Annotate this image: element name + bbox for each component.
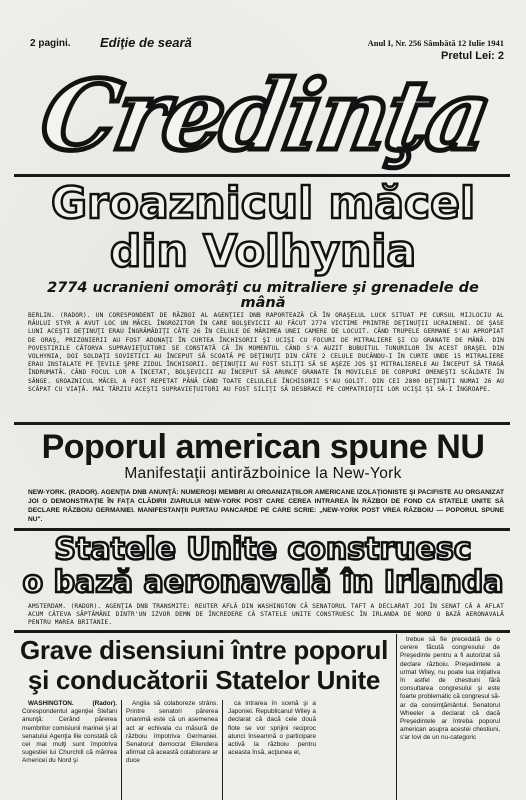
section-divider-3 [14,630,510,633]
lead-subhead: 2774 ucranieni omorâţi cu mitraliere şi grenadele de mână [47,280,479,311]
dissent-headline-line2: şi conducătorii Statelor Unite [27,665,381,695]
column-rule-right [396,634,397,800]
dissent-column-4 [400,636,500,744]
america-headline: Poporul american spune NU [41,428,485,466]
dissent-column-2-text: Anglia să colaboreze strâns. Printre senatori părerea unanimă este că un asemenea act ar echivala cu măsură de războiu împotriva Germaniei. Senatorul democrat Ellendera afirmat că această colaborare ar duce [126,700,218,765]
dissent-column-3 [228,700,316,758]
america-article-body: NEW-YORK. (RADOR). AGENŢIA DNB ANUNŢĂ: NUMEROŞI MEMBRI AI ORGANIZAŢIILOR AMERICANE IZOLAŢIONISTE ŞI PACIFISTE AU ORGANIZAT JOI O DEMONSTRAŢIE ÎN FAŢA CLĂDIRII ZIARULUI NEW-YORK POST CARE CEREA INTRAREA ÎN RĂZBOI DE FOND CA STATELE UNITE SĂ DECLARE RĂZBOIU GERMANIEI. MANIFESTANŢII PURTAU PANCARDE PE CARE SCRIE: „NEW-YORK POST VREA RĂZBOIU — POPORUL SPUNE NU". [28,489,504,523]
lead-headline-line2: din Volhynia [109,226,417,277]
price-label: Pretul Lei: 2 [441,50,504,62]
ireland-headline-line2: o bază aeronavală în Irlanda [22,565,504,600]
dissent-column-2 [126,700,218,767]
ireland-headline-line1: Statele Unite construesc [54,532,472,567]
america-subhead: Manifestaţii antirăzboinice la New-York [124,465,402,482]
issue-info: Anul I, Nr. 256 Sâmbătă 12 Iulie 1941 [367,38,504,48]
dissent-column-1-text: Corespondentul agenţiei Stefani anunţă: Cerând părerea membrilor comisiunii marinei şi al senatului Agenţia Ilie constată că cei mai mulţi sunt împotriva sugestiei lui Churchill că mărirea Americei du Nord şi [22,708,117,765]
ireland-article-body: AMSTERDAM. (RADOR). AGENŢIA DNB TRANSMITE: REUTER AFLĂ DIN WASHINGTON CĂ SENATORUL TAFT A DECLARAT JOI ÎN SENAT CĂ A AFLAT ACUM CÂTEVA SĂPTĂMÂNI DINTR'UN IZVOR DEMN DE ÎNCREDERE CĂ STATELE UNITE CONSTRUESC ÎN IRLANDA DE NORD O BAZĂ AERONAVALĂ PENTRU MAREA BRITANIE. [28,603,504,627]
lead-article-body [28,312,504,394]
column-rule-1 [121,700,122,800]
edition-label: Ediţie de seară [100,35,192,50]
lead-headline-line1: Groaznicul măcel [50,178,476,229]
page-count: 2 pagini. [30,38,71,49]
column-rule-2 [222,700,223,800]
dissent-headline [18,635,390,695]
top-info-bar [30,35,504,62]
masthead-divider [14,174,510,177]
lead-article-text: BERLIN. (RADOR). UN CORESPONDENT DE RĂZBOI AL AGENŢIEI DNB RAPORTEAZĂ CĂ ÎN ORAŞELUL LUCK SITUAT PE CURSUL MIJLOCIU AL RÂULUI STYR A AVUT LOC UN MĂCEL ÎNGROZITOR ÎN CARE BOLŞEVICII AU FĂCUT 2774 VICTIME PRINTRE DEŢINUŢII UCRAINENI. DE ŞASE LUNI ACEŞTI DEŢINUŢI ERAU ÎNGRĂMĂDIŢI CÂTE 26 ÎN CELULE DE MĂRIMEA UNEI CAMERE DE LOCUIT. CÂND TRUPELE GERMANE S'AU APROPIAT DE ORAŞ, PRIZONIERII AU FOST ADUNAŢI ÎN CURTEA ÎNCHISORII ŞI UCIŞI CU FOCURI DE MITRALIERE ŞI CU GRANATE DE MÂNĂ. DIN POVESTIRILE CÂTORVA SUPRAVIEŢUITORI SE CONSTATĂ CĂ ÎN MOMENTUL CÂND S'A AUZIT BUBUITUL TUNURILOR ÎN ACEST ORAŞEL DIN VOLHYNIA, DOI SOLDAŢI SOVIETICI AU ÎNCEPUT SĂ SCOATĂ PE DEŢINUŢI DIN CÂTE 2 CELULE DUCÂNDU-I ÎN CURTE UNDE 15 MITRALIERE ERAU INSTALATE PE ŢEVILE ŞPRE ZIDUL ÎNCHISORII. DEŢINUŢII AU FOST SILIŢI SĂ SE AŞEZE JOS ŞI MITRALIERELE AU ÎNCEPUT SĂ TRAGĂ ÎNDRUMATĂ. CÂND FOCUL LOR A ÎNCETAT, BOLŞEVICII AU ÎNCEPUT SĂ ARUNCE GRANATE ÎN MOVILELE DE CORPURI OMENEŞTI SCĂLDATE ÎN SÂNGE. GROAZNICUL MĂCEL A FOST REPETAT PÂNĂ CÂND TOATE CELULELE ÎNCHISORII S'AU GOLIT. DIN CEI 2800 DEŢINUŢI NUMAI 26 AU SCĂPAT CU VIAŢĂ. MAI TÂRZIU ACEŞTI SUPRAVIEŢUITORI AU FOST SILIŢI SĂ DESBRACE PE COMPATRIOŢII LOR UCIŞI ŞI SĂ-I ÎNGROAPE. [28,312,504,393]
section-divider-2 [14,528,510,531]
dissent-column-3-text: ca intrarea în scenă şi a Japoniei. Republicanul Wiley a declarat că dacă cele două flote se vor sprijini reciproc atunci înseamnă o participare activă la războiu pentru aceasta însă, acţiunea el, [228,700,316,757]
dissent-headline-line1: Grave disensiuni între poporul [19,635,389,665]
section-divider-1 [14,422,510,425]
dissent-column-1 [22,700,117,767]
dissent-column-4-text: trebue să fie precedată de o cerere făcută congresului de Preşedinte pentru a fi autorizat să declare războiu. Preşedintele a urmat Wiley, nu poate lua iniţiativa în astfel de chestiuni fără consultarea congresului şi este foarte problematic că congresul să-ar da consimţământul. Senatorul Wheeler a declarat că dacă Preşedintele ar întreba poporul american asupra acestei chestiuni, s'ar lovi de un nu-categoric [400,636,500,742]
dissent-dateline: WASHINGTON. (Rador). [28,700,117,707]
newspaper-masthead: Credinţa [33,59,498,172]
